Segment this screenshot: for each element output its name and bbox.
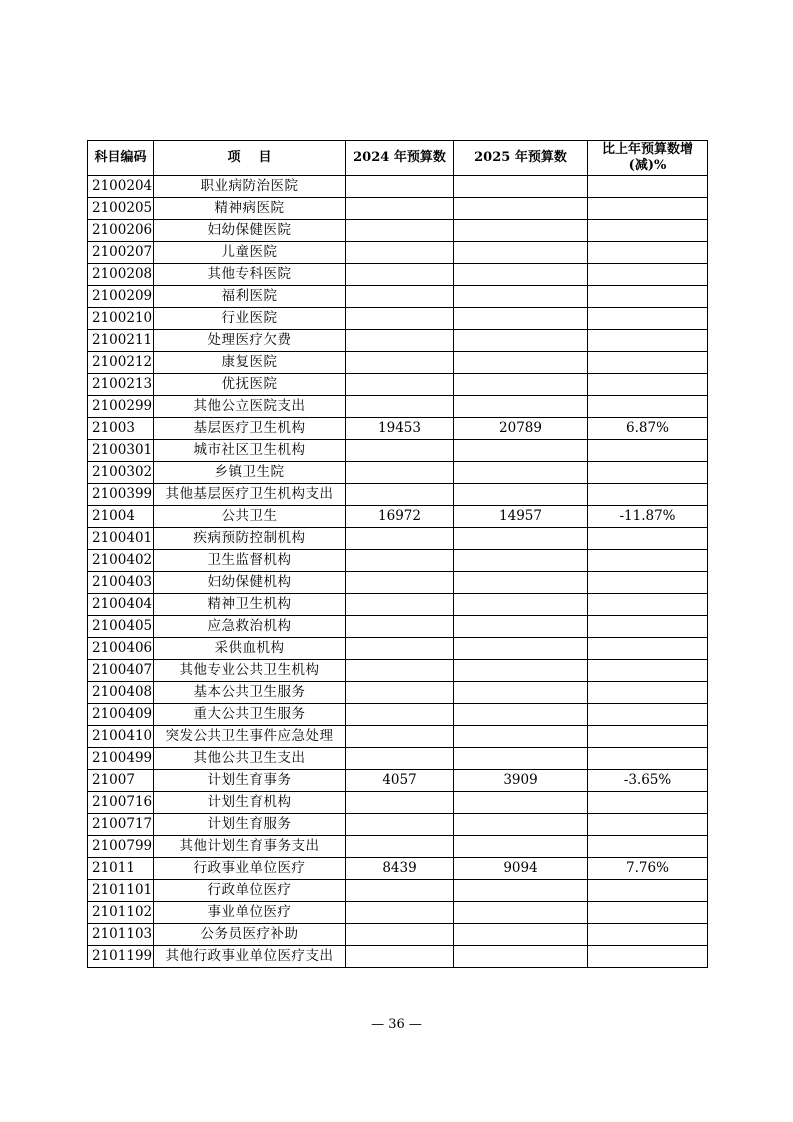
table-row [88, 836, 708, 858]
table-row [88, 660, 708, 682]
row-change-value: 7.76% [588, 858, 708, 880]
row-code: 2100204 [88, 176, 154, 198]
row-2024-value [346, 946, 454, 968]
row-code: 2100302 [88, 462, 154, 484]
row-2025-value [454, 308, 588, 330]
row-2025-value [454, 594, 588, 616]
table-row [88, 638, 708, 660]
row-change-value [588, 572, 708, 594]
row-code: 21004 [88, 506, 154, 528]
row-item: 公务员医疗补助 [154, 924, 346, 946]
table-row [88, 264, 708, 286]
table-row [88, 286, 708, 308]
row-2024-value [346, 484, 454, 506]
row-2025-value [454, 638, 588, 660]
row-2025-value [454, 352, 588, 374]
row-2025-value: 9094 [454, 858, 588, 880]
row-2025-value [454, 748, 588, 770]
row-2024-value [346, 792, 454, 814]
row-2024-value [346, 264, 454, 286]
row-2025-value [454, 814, 588, 836]
header-change: 比上年预算数增(减)% [588, 141, 708, 176]
row-2025-value [454, 726, 588, 748]
row-code: 2100409 [88, 704, 154, 726]
header-2024: 2024 年预算数 [346, 141, 454, 176]
table-row [88, 330, 708, 352]
page-number: — 36 — [371, 1017, 422, 1032]
row-2025-value [454, 550, 588, 572]
row-item: 处理医疗欠费 [154, 330, 346, 352]
row-2024-value: 19453 [346, 418, 454, 440]
row-code: 2100209 [88, 286, 154, 308]
row-item: 应急救治机构 [154, 616, 346, 638]
row-2024-value [346, 814, 454, 836]
table-header-row [88, 141, 708, 176]
row-2024-value [346, 528, 454, 550]
row-2024-value: 4057 [346, 770, 454, 792]
budget-table [87, 140, 708, 968]
row-2024-value [346, 726, 454, 748]
row-item: 突发公共卫生事件应急处理 [154, 726, 346, 748]
row-change-value [588, 726, 708, 748]
row-2025-value [454, 880, 588, 902]
row-code: 2100211 [88, 330, 154, 352]
row-2024-value [346, 242, 454, 264]
row-code: 2101103 [88, 924, 154, 946]
row-2024-value [346, 396, 454, 418]
row-change-value [588, 550, 708, 572]
row-2025-value [454, 286, 588, 308]
row-item: 康复医院 [154, 352, 346, 374]
row-code: 2100299 [88, 396, 154, 418]
row-2024-value [346, 682, 454, 704]
row-2025-value [454, 616, 588, 638]
row-item: 城市社区卫生机构 [154, 440, 346, 462]
row-2025-value [454, 330, 588, 352]
row-code: 2100401 [88, 528, 154, 550]
row-2024-value [346, 748, 454, 770]
row-code: 2100406 [88, 638, 154, 660]
row-change-value [588, 308, 708, 330]
row-2024-value [346, 594, 454, 616]
row-change-value [588, 440, 708, 462]
row-code: 2100717 [88, 814, 154, 836]
table-row [88, 682, 708, 704]
row-code: 2100405 [88, 616, 154, 638]
row-item: 计划生育机构 [154, 792, 346, 814]
row-2025-value [454, 924, 588, 946]
row-code: 2100206 [88, 220, 154, 242]
row-item: 乡镇卫生院 [154, 462, 346, 484]
row-change-value [588, 792, 708, 814]
row-2024-value [346, 880, 454, 902]
row-2024-value [346, 462, 454, 484]
row-change-value [588, 616, 708, 638]
row-code: 2100407 [88, 660, 154, 682]
row-change-value [588, 682, 708, 704]
table-row [88, 176, 708, 198]
row-change-value [588, 528, 708, 550]
row-2025-value [454, 902, 588, 924]
row-item: 疾病预防控制机构 [154, 528, 346, 550]
row-2024-value [346, 176, 454, 198]
row-item: 事业单位医疗 [154, 902, 346, 924]
row-code: 21011 [88, 858, 154, 880]
row-change-value [588, 286, 708, 308]
table-row [88, 484, 708, 506]
table-row [88, 594, 708, 616]
row-2025-value [454, 176, 588, 198]
row-change-value [588, 396, 708, 418]
row-2024-value [346, 616, 454, 638]
row-change-value [588, 374, 708, 396]
table-row [88, 770, 708, 792]
table-body [88, 176, 708, 968]
row-change-value [588, 836, 708, 858]
row-change-value [588, 748, 708, 770]
row-code: 2100213 [88, 374, 154, 396]
table-row [88, 704, 708, 726]
row-change-value [588, 594, 708, 616]
row-code: 2101199 [88, 946, 154, 968]
row-change-value: -11.87% [588, 506, 708, 528]
table-row [88, 572, 708, 594]
row-change-value [588, 220, 708, 242]
row-2024-value [346, 220, 454, 242]
row-item: 计划生育服务 [154, 814, 346, 836]
row-item: 基本公共卫生服务 [154, 682, 346, 704]
row-code: 2100210 [88, 308, 154, 330]
row-change-value: -3.65% [588, 770, 708, 792]
row-change-value [588, 242, 708, 264]
table-row [88, 198, 708, 220]
table-row [88, 462, 708, 484]
row-2025-value [454, 682, 588, 704]
table-row [88, 616, 708, 638]
table-row [88, 748, 708, 770]
row-2024-value: 8439 [346, 858, 454, 880]
row-item: 其他公共卫生支出 [154, 748, 346, 770]
row-code: 2100301 [88, 440, 154, 462]
row-2025-value [454, 704, 588, 726]
row-2024-value [346, 440, 454, 462]
table-row [88, 308, 708, 330]
row-code: 2100205 [88, 198, 154, 220]
row-item: 妇幼保健医院 [154, 220, 346, 242]
row-2024-value [346, 924, 454, 946]
row-item: 精神病医院 [154, 198, 346, 220]
table-row [88, 924, 708, 946]
table-row [88, 792, 708, 814]
row-change-value [588, 198, 708, 220]
row-change-value [588, 902, 708, 924]
row-code: 2100207 [88, 242, 154, 264]
row-code: 21007 [88, 770, 154, 792]
row-code: 2100499 [88, 748, 154, 770]
row-2024-value [346, 198, 454, 220]
row-code: 2100402 [88, 550, 154, 572]
row-2025-value [454, 462, 588, 484]
row-change-value [588, 704, 708, 726]
row-2024-value [346, 330, 454, 352]
header-2025: 2025 年预算数 [454, 141, 588, 176]
row-code: 2101101 [88, 880, 154, 902]
header-item: 项 目 [154, 141, 346, 176]
row-2024-value [346, 638, 454, 660]
row-item: 行政单位医疗 [154, 880, 346, 902]
row-item: 其他基层医疗卫生机构支出 [154, 484, 346, 506]
row-change-value [588, 462, 708, 484]
row-change-value [588, 924, 708, 946]
row-code: 21003 [88, 418, 154, 440]
row-code: 2100399 [88, 484, 154, 506]
row-2025-value [454, 660, 588, 682]
row-2024-value [346, 352, 454, 374]
table-row [88, 352, 708, 374]
table-row [88, 220, 708, 242]
row-2024-value [346, 902, 454, 924]
row-change-value: 6.87% [588, 418, 708, 440]
table-row [88, 418, 708, 440]
row-2025-value [454, 572, 588, 594]
row-2025-value [454, 374, 588, 396]
table-row [88, 242, 708, 264]
row-2025-value [454, 792, 588, 814]
table-row [88, 946, 708, 968]
row-item: 职业病防治医院 [154, 176, 346, 198]
row-item: 基层医疗卫生机构 [154, 418, 346, 440]
row-2025-value [454, 396, 588, 418]
row-item: 重大公共卫生服务 [154, 704, 346, 726]
row-change-value [588, 946, 708, 968]
row-change-value [588, 814, 708, 836]
table-row [88, 396, 708, 418]
row-item: 优抚医院 [154, 374, 346, 396]
table-row [88, 858, 708, 880]
row-2024-value [346, 286, 454, 308]
row-item: 福利医院 [154, 286, 346, 308]
table-row [88, 374, 708, 396]
row-item: 行业医院 [154, 308, 346, 330]
table-row [88, 506, 708, 528]
row-code: 2100404 [88, 594, 154, 616]
row-2024-value [346, 550, 454, 572]
row-2025-value [454, 440, 588, 462]
row-item: 妇幼保健机构 [154, 572, 346, 594]
row-2025-value [454, 946, 588, 968]
row-code: 2100403 [88, 572, 154, 594]
row-2024-value [346, 836, 454, 858]
table-row [88, 814, 708, 836]
row-code: 2100410 [88, 726, 154, 748]
row-2025-value [454, 264, 588, 286]
row-item: 公共卫生 [154, 506, 346, 528]
row-change-value [588, 638, 708, 660]
row-item: 其他公立医院支出 [154, 396, 346, 418]
row-2025-value [454, 198, 588, 220]
row-2025-value: 3909 [454, 770, 588, 792]
row-change-value [588, 352, 708, 374]
row-item: 其他专业公共卫生机构 [154, 660, 346, 682]
row-code: 2100408 [88, 682, 154, 704]
row-2024-value [346, 660, 454, 682]
row-item: 计划生育事务 [154, 770, 346, 792]
row-change-value [588, 660, 708, 682]
row-change-value [588, 176, 708, 198]
row-code: 2100208 [88, 264, 154, 286]
table-row [88, 440, 708, 462]
row-item: 采供血机构 [154, 638, 346, 660]
row-code: 2100799 [88, 836, 154, 858]
row-item: 其他计划生育事务支出 [154, 836, 346, 858]
row-code: 2100212 [88, 352, 154, 374]
row-2025-value [454, 220, 588, 242]
row-item: 行政事业单位医疗 [154, 858, 346, 880]
row-2024-value [346, 308, 454, 330]
row-item: 精神卫生机构 [154, 594, 346, 616]
row-2025-value [454, 528, 588, 550]
row-change-value [588, 330, 708, 352]
row-code: 2101102 [88, 902, 154, 924]
row-2024-value: 16972 [346, 506, 454, 528]
row-2024-value [346, 704, 454, 726]
row-2024-value [346, 572, 454, 594]
row-item: 其他行政事业单位医疗支出 [154, 946, 346, 968]
table-row [88, 880, 708, 902]
row-change-value [588, 264, 708, 286]
row-item: 其他专科医院 [154, 264, 346, 286]
row-item: 卫生监督机构 [154, 550, 346, 572]
row-item: 儿童医院 [154, 242, 346, 264]
row-change-value [588, 880, 708, 902]
table-row [88, 550, 708, 572]
row-2025-value: 14957 [454, 506, 588, 528]
row-change-value [588, 484, 708, 506]
row-2025-value [454, 836, 588, 858]
row-2025-value: 20789 [454, 418, 588, 440]
header-code: 科目编码 [88, 141, 154, 176]
table-row [88, 528, 708, 550]
row-code: 2100716 [88, 792, 154, 814]
table-row [88, 902, 708, 924]
row-2025-value [454, 242, 588, 264]
row-2024-value [346, 374, 454, 396]
row-2025-value [454, 484, 588, 506]
table-row [88, 726, 708, 748]
